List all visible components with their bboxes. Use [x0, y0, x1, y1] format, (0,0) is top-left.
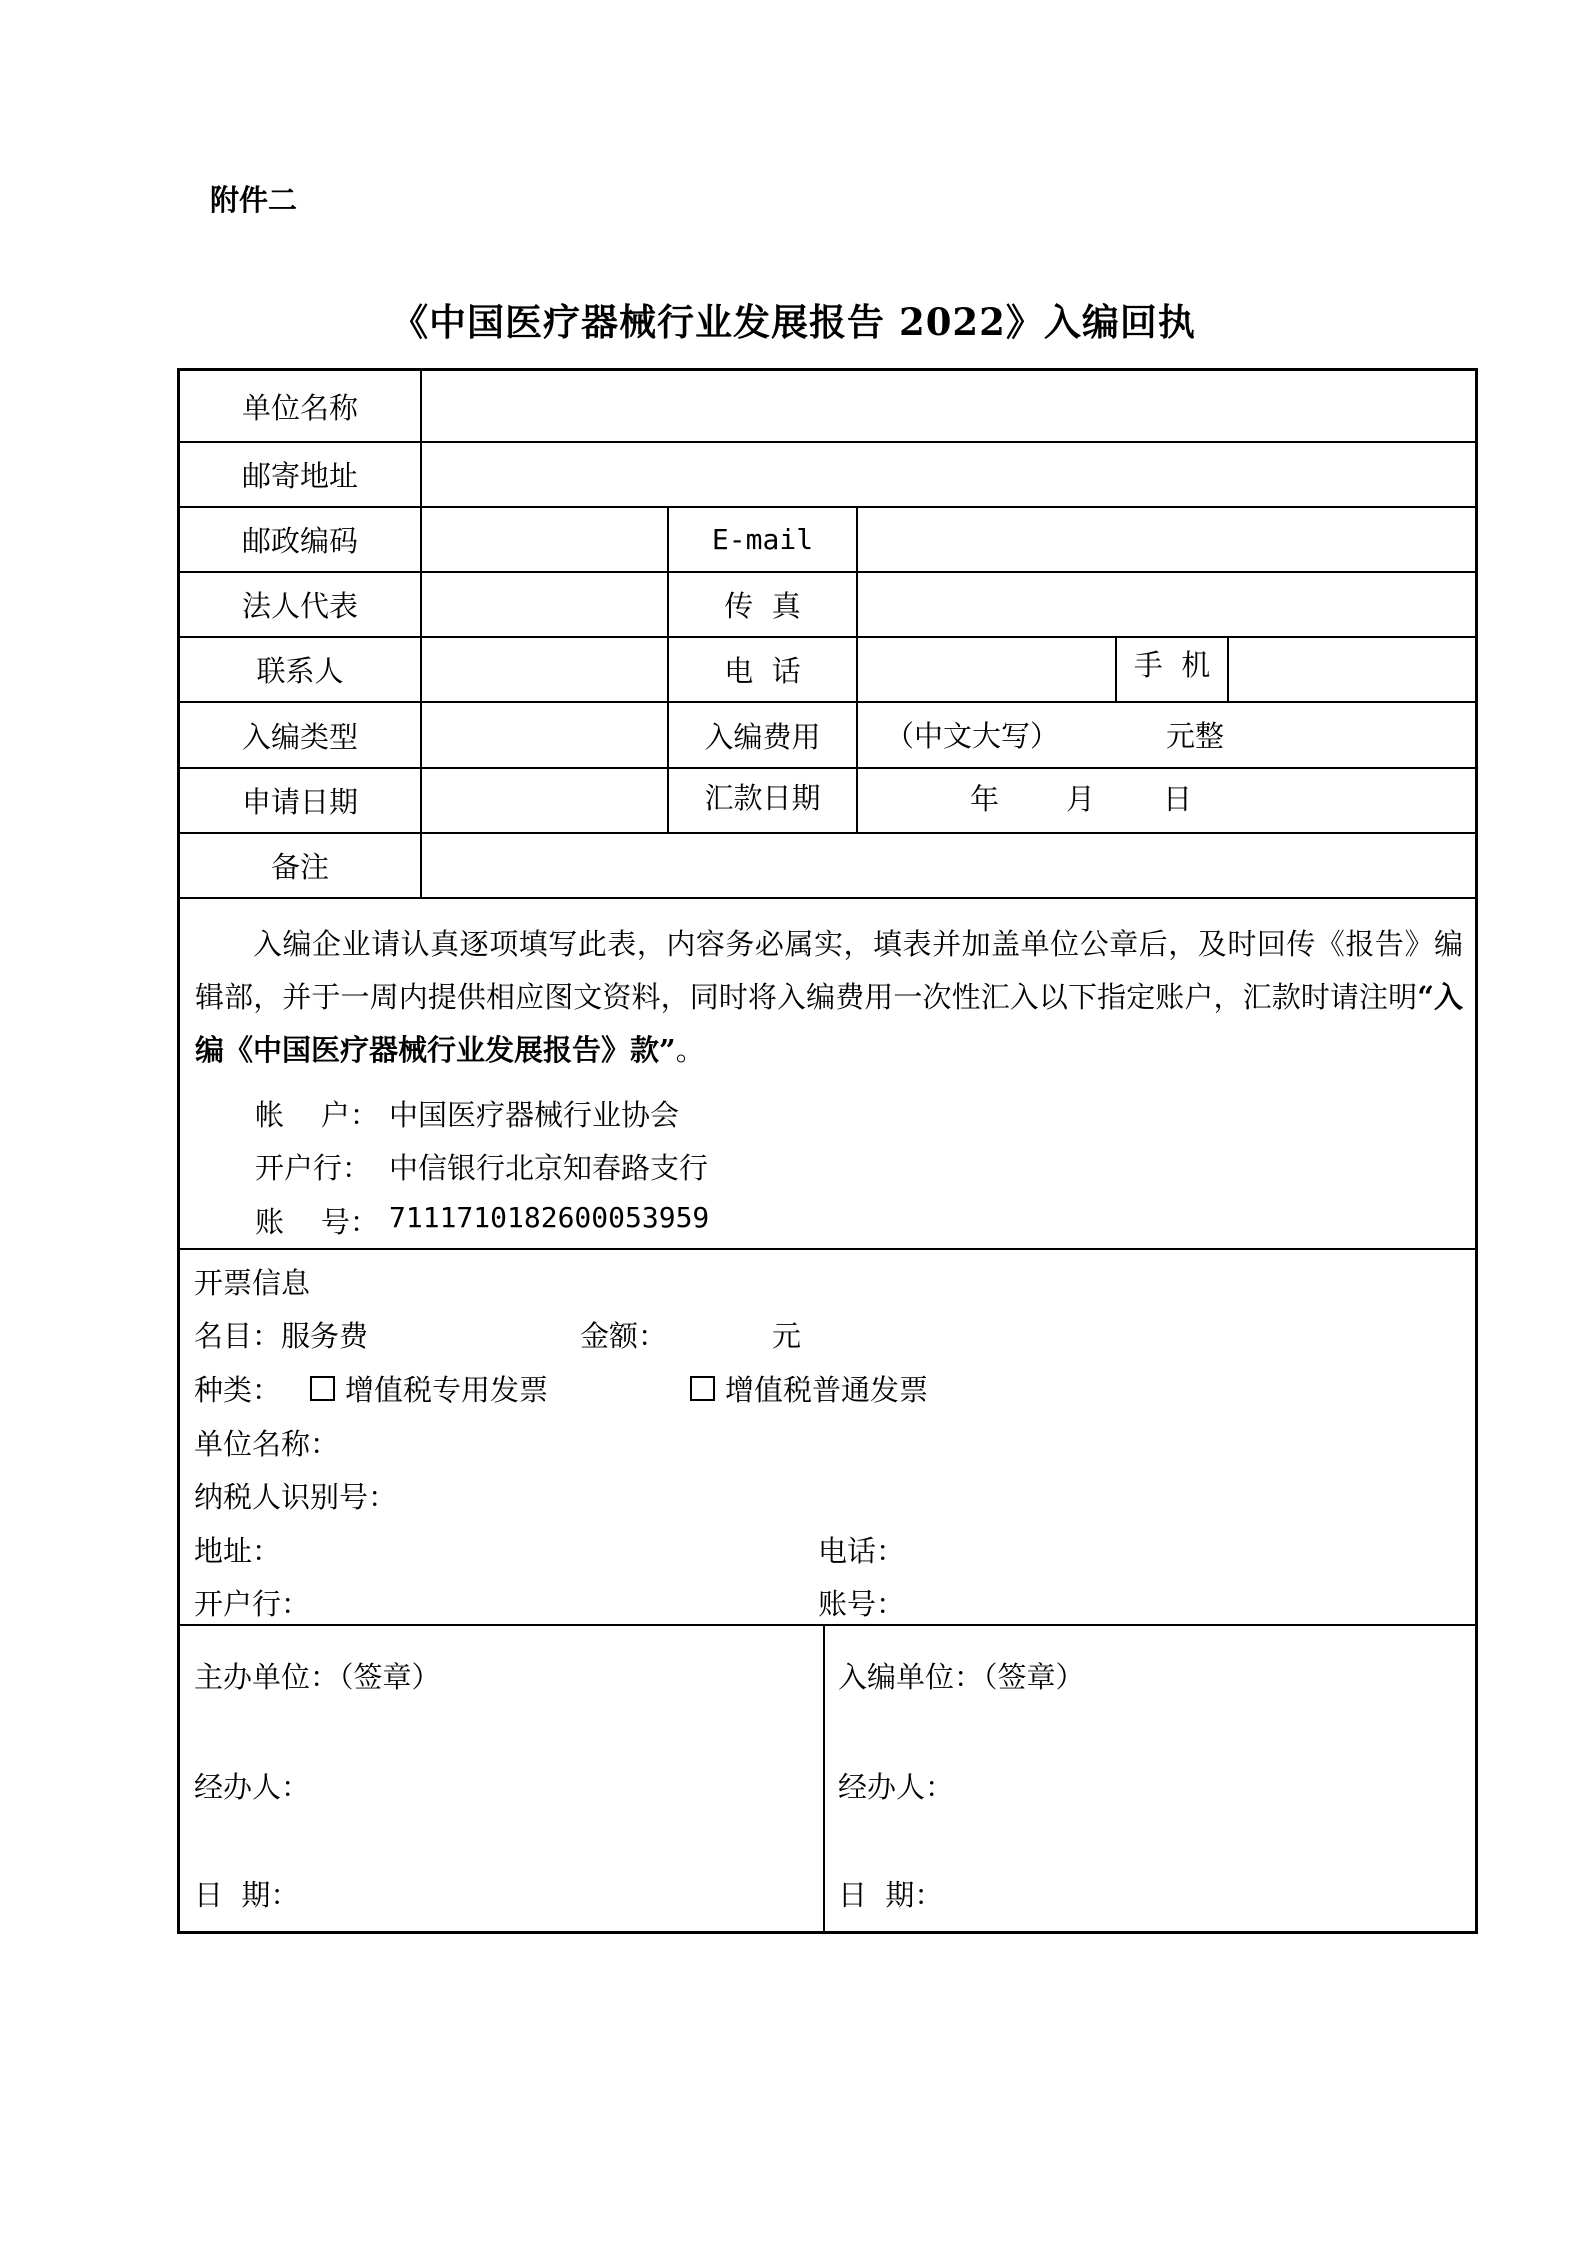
unit-name-field[interactable] [422, 371, 1475, 441]
organizer-handler: 经办人： [194, 1770, 311, 1804]
invoice-amount-unit: 元 [772, 1319, 802, 1353]
email-field[interactable] [858, 508, 1475, 571]
legal-rep-field[interactable] [422, 573, 667, 636]
checkbox-normal-invoice[interactable] [690, 1376, 715, 1401]
account-name-value: 中国医疗器械行业协会 [389, 1098, 680, 1132]
label-unit-name: 单位名称 [241, 390, 358, 425]
invoice-amount-label: 金额： [580, 1319, 668, 1353]
remit-month-label: 月 [1066, 782, 1096, 816]
remit-year-label: 年 [970, 782, 1000, 816]
bank-value: 中信银行北京知春路支行 [389, 1151, 709, 1185]
account-name-label: 帐 户： [255, 1098, 379, 1132]
label-phone: 电 话 [724, 654, 801, 688]
label-mailing-address: 邮寄地址 [241, 459, 358, 493]
label-email: E-mail [711, 523, 814, 556]
entry-type-field[interactable] [422, 703, 667, 767]
label-entry-type: 入编类型 [241, 719, 358, 754]
label-contact: 联系人 [256, 654, 344, 688]
contact-field[interactable] [422, 638, 667, 701]
organizer-date: 日 期： [194, 1878, 300, 1912]
organizer-seal: 主办单位：（签章） [194, 1660, 441, 1694]
remarks-field[interactable] [422, 834, 1475, 897]
checkbox-special-invoice[interactable] [310, 1376, 335, 1401]
remit-day-label: 日 [1163, 782, 1193, 816]
account-number-label: 账 号： [255, 1205, 379, 1239]
mailing-address-field[interactable] [422, 443, 1475, 506]
label-fax: 传 真 [724, 589, 801, 623]
invoice-type-normal[interactable]: 增值税普通发票 [690, 1368, 928, 1409]
fee-unit-label: 元整 [1166, 719, 1225, 753]
instructions-paragraph: 入编企业请认真逐项填写此表，内容务必属实，填表并加盖单位公章后，及时回传《报告》编辑部，并于一周内提供相应图文资料，同时将入编费用一次性汇入以下指定账户，汇款时请注明“入编《中国医疗器械行业发展报告》款”。 [195, 927, 1463, 1067]
phone-field[interactable] [858, 638, 1115, 701]
label-postal-code: 邮政编码 [241, 524, 358, 558]
mobile-field[interactable] [1229, 638, 1475, 701]
label-apply-date: 申请日期 [241, 785, 358, 819]
invoice-address: 地址： [194, 1534, 282, 1568]
apply-date-field[interactable] [422, 769, 667, 832]
invoice-type-label: 种类： [194, 1373, 282, 1407]
postal-code-field[interactable] [422, 508, 667, 571]
invoice-account: 账号： [818, 1587, 906, 1621]
label-entry-fee: 入编费用 [704, 719, 821, 754]
entrant-seal: 入编单位：（签章） [838, 1660, 1085, 1694]
invoice-item: 名目：服务费 [194, 1319, 369, 1353]
label-legal-rep: 法人代表 [241, 589, 358, 623]
account-number-value: 7111710182600053959 [389, 1201, 710, 1234]
invoice-tax-id: 纳税人识别号： [194, 1480, 398, 1514]
invoice-phone: 电话： [818, 1534, 906, 1568]
invoice-bank: 开户行： [194, 1587, 311, 1621]
invoice-unit-name: 单位名称： [194, 1427, 340, 1461]
fax-field[interactable] [858, 573, 1475, 636]
label-remarks: 备注 [270, 850, 329, 884]
attachment-label: 附件二 [210, 183, 298, 217]
fee-caps-hint: （中文大写） [885, 719, 1060, 753]
entrant-date: 日 期： [838, 1878, 944, 1912]
remittance-note: “入编《中国医疗器械行业发展报告》款” [195, 980, 1463, 1067]
label-remit-date: 汇款日期 [704, 781, 821, 815]
bank-label: 开户行： [255, 1151, 372, 1185]
invoice-heading: 开票信息 [194, 1266, 311, 1300]
label-mobile: 手 机 [1133, 648, 1211, 682]
entrant-handler: 经办人： [838, 1770, 955, 1804]
document-title: 《中国医疗器械行业发展报告 2022》入编回执 [391, 300, 1196, 344]
invoice-type-special[interactable]: 增值税专用发票 [310, 1368, 548, 1409]
